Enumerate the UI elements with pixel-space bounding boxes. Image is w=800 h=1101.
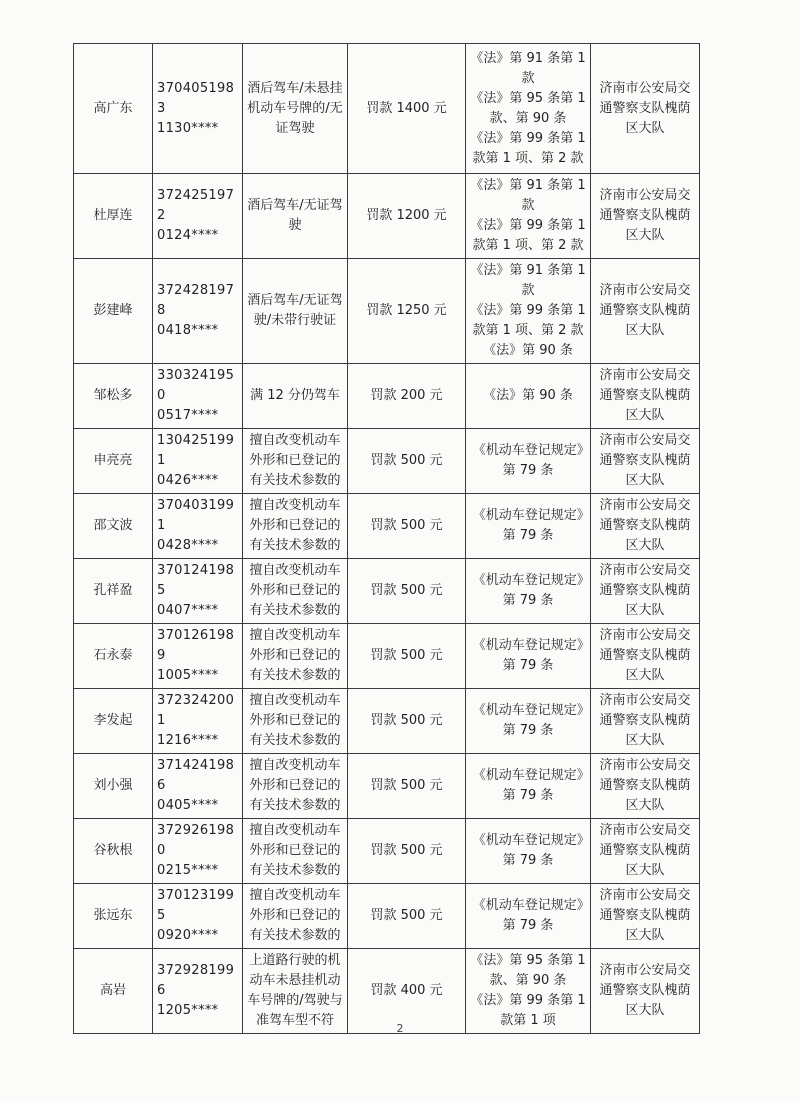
id-number-line: 3723242001 [157,693,235,728]
cell-fine: 罚款 200 元 [348,364,466,429]
cell-name: 邵文波 [74,494,153,559]
cell-name: 彭建峰 [74,259,153,364]
cell-legal-basis [466,884,591,949]
legal-basis-text: 《机动车登记规定》第 79 条 [472,703,584,738]
id-number-line: 3303241950 [157,368,235,403]
cell-violation: 擅自改变机动车外形和已登记的有关技术参数的 [243,884,348,949]
table-row [74,624,700,689]
cell-violation: 擅自改变机动车外形和已登记的有关技术参数的 [243,754,348,819]
cell-agency: 济南市公安局交通警察支队槐荫区大队 [591,494,700,559]
cell-agency: 济南市公安局交通警察支队槐荫区大队 [591,754,700,819]
legal-basis-text: 《法》第 91 条第 1 款 《法》第 99 条第 1 款第 1 项、第 2 款 《法》第 90 条 [470,263,586,358]
cell-name: 高岩 [74,949,153,1034]
cell-fine: 罚款 500 元 [348,884,466,949]
cell-fine: 罚款 400 元 [348,949,466,1034]
legal-basis-text: 《机动车登记规定》第 79 条 [472,833,584,868]
cell-agency: 济南市公安局交通警察支队槐荫区大队 [591,559,700,624]
cell-legal-basis [466,559,591,624]
cell-fine: 罚款 500 元 [348,429,466,494]
cell-agency: 济南市公安局交通警察支队槐荫区大队 [591,689,700,754]
legal-basis-text: 《法》第 91 条第 1 款 《法》第 99 条第 1 款第 1 项、第 2 款 [470,178,586,253]
page-number: 2 [396,1022,404,1035]
cell-id-number [153,819,243,884]
cell-fine: 罚款 500 元 [348,624,466,689]
id-number-line: 1304251991 [157,433,235,468]
id-number-line: 3704031991 [157,498,235,533]
cell-violation: 满 12 分仍驾车 [243,364,348,429]
cell-id-number [153,429,243,494]
cell-agency: 济南市公安局交通警察支队槐荫区大队 [591,429,700,494]
cell-legal-basis [466,259,591,364]
cell-id-number [153,884,243,949]
cell-violation: 擅自改变机动车外形和已登记的有关技术参数的 [243,689,348,754]
cell-name: 申亮亮 [74,429,153,494]
id-number-line: 3729281996 [157,963,235,998]
id-number-line: 0407**** [157,603,219,618]
cell-fine: 罚款 500 元 [348,754,466,819]
cell-agency: 济南市公安局交通警察支队槐荫区大队 [591,174,700,259]
cell-name: 李发起 [74,689,153,754]
cell-legal-basis [466,949,591,1034]
id-number-line: 0124**** [157,228,219,243]
cell-legal-basis [466,364,591,429]
cell-id-number [153,754,243,819]
table-row [74,364,700,429]
cell-legal-basis [466,819,591,884]
cell-id-number [153,44,243,174]
cell-legal-basis [466,624,591,689]
id-number-line: 3729261980 [157,823,235,858]
cell-legal-basis [466,494,591,559]
legal-basis-text: 《法》第 91 条第 1 款 《法》第 95 条第 1 款、第 90 条 《法》第 99 条第 1 款第 1 项、第 2 款 [470,50,586,166]
id-number-line: 3701261989 [157,628,235,663]
legal-basis-text: 《机动车登记规定》第 79 条 [472,898,584,933]
cell-legal-basis [466,44,591,174]
table-row [74,494,700,559]
cell-violation: 擅自改变机动车外形和已登记的有关技术参数的 [243,494,348,559]
id-number-line: 1216**** [157,733,219,748]
table-row [74,44,700,174]
cell-fine: 罚款 500 元 [348,559,466,624]
id-number-line: 3724251972 [157,188,235,223]
cell-agency: 济南市公安局交通警察支队槐荫区大队 [591,819,700,884]
cell-agency: 济南市公安局交通警察支队槐荫区大队 [591,364,700,429]
cell-agency: 济南市公安局交通警察支队槐荫区大队 [591,44,700,174]
legal-basis-text: 《机动车登记规定》第 79 条 [472,768,584,803]
table-row [74,819,700,884]
table-row [74,884,700,949]
cell-violation: 擅自改变机动车外形和已登记的有关技术参数的 [243,819,348,884]
cell-legal-basis [466,689,591,754]
table-row [74,174,700,259]
cell-legal-basis [466,754,591,819]
table-row [74,754,700,819]
id-number-line: 3704051983 [157,80,235,116]
cell-legal-basis [466,429,591,494]
cell-name: 谷秋根 [74,819,153,884]
id-number-line: 0428**** [157,538,219,553]
table-row [74,559,700,624]
cell-name: 杜厚连 [74,174,153,259]
cell-id-number [153,174,243,259]
cell-violation: 擅自改变机动车外形和已登记的有关技术参数的 [243,559,348,624]
cell-violation: 酒后驾车/无证驾驶 [243,174,348,259]
cell-name: 孔祥盈 [74,559,153,624]
cell-fine: 罚款 1200 元 [348,174,466,259]
id-number-line: 1005**** [157,668,219,683]
id-number-line: 1130**** [157,120,219,136]
id-number-line: 0920**** [157,928,219,943]
cell-name: 高广东 [74,44,153,174]
table-row [74,429,700,494]
cell-id-number [153,364,243,429]
cell-id-number [153,689,243,754]
cell-fine: 罚款 500 元 [348,689,466,754]
cell-violation: 擅自改变机动车外形和已登记的有关技术参数的 [243,624,348,689]
id-number-line: 0418**** [157,323,219,338]
table-row [74,689,700,754]
cell-name: 张远东 [74,884,153,949]
cell-fine: 罚款 500 元 [348,494,466,559]
cell-legal-basis [466,174,591,259]
id-number-line: 3724281978 [157,283,235,318]
table-row [74,259,700,364]
cell-agency: 济南市公安局交通警察支队槐荫区大队 [591,259,700,364]
id-number-line: 3701231995 [157,888,235,923]
cell-id-number [153,624,243,689]
id-number-line: 3714241986 [157,758,235,793]
cell-name: 刘小强 [74,754,153,819]
legal-basis-text: 《法》第 95 条第 1 款、第 90 条 《法》第 99 条第 1 款第 1 项 [470,953,586,1028]
cell-agency: 济南市公安局交通警察支队槐荫区大队 [591,949,700,1034]
cell-name: 石永泰 [74,624,153,689]
cell-agency: 济南市公安局交通警察支队槐荫区大队 [591,884,700,949]
cell-fine: 罚款 1400 元 [348,44,466,174]
legal-basis-text: 《机动车登记规定》第 79 条 [472,638,584,673]
cell-violation: 酒后驾车/无证驾驶/未带行驶证 [243,259,348,364]
cell-name: 邹松多 [74,364,153,429]
cell-agency: 济南市公安局交通警察支队槐荫区大队 [591,624,700,689]
cell-violation: 酒后驾车/未悬挂机动车号牌的/无证驾驶 [243,44,348,174]
cell-id-number [153,559,243,624]
id-number-line: 0215**** [157,863,219,878]
cell-id-number [153,949,243,1034]
cell-fine: 罚款 1250 元 [348,259,466,364]
cell-violation: 擅自改变机动车外形和已登记的有关技术参数的 [243,429,348,494]
legal-basis-text: 《机动车登记规定》第 79 条 [472,508,584,543]
legal-basis-text: 《法》第 90 条 [483,388,573,403]
cell-id-number [153,259,243,364]
cell-violation: 上道路行驶的机动车未悬挂机动车号牌的/驾驶与准驾车型不符 [243,949,348,1034]
id-number-line: 0405**** [157,798,219,813]
id-number-line: 0517**** [157,408,219,423]
cell-fine: 罚款 500 元 [348,819,466,884]
id-number-line: 1205**** [157,1003,219,1018]
table-row [74,949,700,1034]
legal-basis-text: 《机动车登记规定》第 79 条 [472,443,584,478]
id-number-line: 0426**** [157,473,219,488]
cell-id-number [153,494,243,559]
penalty-table-body [74,44,700,1034]
id-number-line: 3701241985 [157,563,235,598]
legal-basis-text: 《机动车登记规定》第 79 条 [472,573,584,608]
penalty-table [73,43,700,1034]
